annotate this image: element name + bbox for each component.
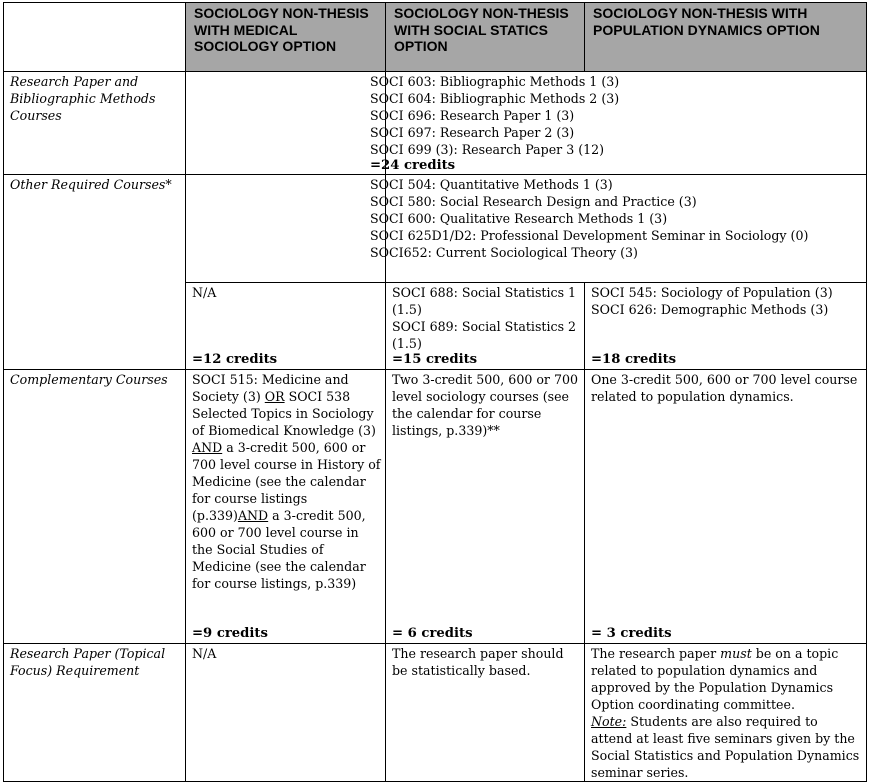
- other-required-medical-cell: [186, 283, 386, 370]
- complementary-statistics-cell: [386, 370, 585, 644]
- course-line: SOCI652: Current Sociological Theory (3): [370, 245, 638, 260]
- research-paper-medical-cell: N/A: [186, 644, 386, 782]
- program-requirements-table: [3, 2, 867, 782]
- course-line: SOCI 604: Bibliographic Methods 2 (3): [370, 91, 620, 106]
- credits-total: =9 credits: [192, 626, 268, 641]
- course-line: SOCI 625D1/D2: Professional Development Seminar in Sociology (0): [370, 228, 809, 243]
- na-text: N/A: [192, 285, 217, 300]
- credits-total: =18 credits: [591, 352, 677, 367]
- complementary-statistics-text: Two 3-credit 500, 600 or 700 level sociology courses (see the calendar for course listings, p.339)**: [392, 372, 578, 438]
- course-line: SOCI 504: Quantitative Methods 1 (3): [370, 177, 613, 192]
- course-line: SOCI 689: Social Statistics 2 (1.5): [392, 319, 577, 351]
- course-line: SOCI 696: Research Paper 1 (3): [370, 108, 575, 123]
- research-courses-label: Research Paper and Bibliographic Methods Courses: [4, 72, 186, 175]
- other-required-blank-cell: [186, 175, 386, 283]
- complementary-label: Complementary Courses: [4, 370, 186, 644]
- note-label: Note:: [591, 714, 627, 729]
- course-line: SOCI 545: Sociology of Population (3): [591, 285, 833, 300]
- header-medical-option: SOCIOLOGY NON-THESIS WITH MEDICAL SOCIOLOGY OPTION: [186, 3, 386, 72]
- research-paper-label: Research Paper (Topical Focus) Requirement: [4, 644, 186, 782]
- research-paper-row: [4, 644, 867, 782]
- course-line: SOCI 688: Social Statistics 1 (1.5): [392, 285, 577, 317]
- header-empty-cell: [4, 3, 186, 72]
- complementary-row: [4, 370, 867, 644]
- header-row: [4, 3, 867, 72]
- other-required-courses-cell: [370, 175, 867, 283]
- header-population-option: SOCIOLOGY NON-THESIS WITH POPULATION DYNAMICS OPTION: [585, 3, 867, 72]
- credits-total: =24 credits: [370, 158, 456, 173]
- complementary-population-text: One 3-credit 500, 600 or 700 level course related to population dynamics.: [591, 372, 858, 404]
- credits-total: =15 credits: [392, 352, 478, 367]
- research-paper-statistics-cell: The research paper should be statistically based.: [386, 644, 585, 782]
- course-line: SOCI 699 (3): Research Paper 3 (12): [370, 142, 605, 157]
- complementary-population-cell: [585, 370, 867, 644]
- research-courses-row: [4, 72, 867, 175]
- research-courses-blank-cell: [186, 72, 386, 175]
- other-required-label: Other Required Courses*: [4, 175, 186, 370]
- other-required-population-cell: [585, 283, 867, 370]
- complementary-medical-text: SOCI 515: Medicine and Society (3) OR SOCI 538 Selected Topics in Sociology of Biomedical Knowledge (3) AND a 3-credit 500, 600 or 700 level course in History of Medicine (see the calendar for course listings (p.339)AND a 3-credit 500, 600 or 700 level course in the Social Studies of Medicine (see the calendar for course listings, p.339): [192, 372, 381, 591]
- course-line: SOCI 626: Demographic Methods (3): [591, 302, 829, 317]
- header-statistics-option: SOCIOLOGY NON-THESIS WITH SOCIAL STATICS OPTION: [386, 3, 585, 72]
- credits-total: =12 credits: [192, 352, 278, 367]
- research-paper-population-cell: The research paper must be on a topic related to population dynamics and approved by the Population Dynamics Option coordinating committee. Note: Students are also required to attend at least five seminars given by the Social Statistics and Population Dynamics seminar series.: [585, 644, 867, 782]
- course-line: SOCI 697: Research Paper 2 (3): [370, 125, 575, 140]
- other-required-row: [4, 175, 867, 283]
- credits-total: = 6 credits: [392, 626, 473, 641]
- course-line: SOCI 580: Social Research Design and Practice (3): [370, 194, 697, 209]
- other-required-statistics-cell: [386, 283, 585, 370]
- research-courses-cell: [370, 72, 867, 175]
- course-line: SOCI 603: Bibliographic Methods 1 (3): [370, 74, 620, 89]
- course-line: SOCI 600: Qualitative Research Methods 1 (3): [370, 211, 668, 226]
- credits-total: = 3 credits: [591, 626, 672, 641]
- complementary-medical-cell: [186, 370, 386, 644]
